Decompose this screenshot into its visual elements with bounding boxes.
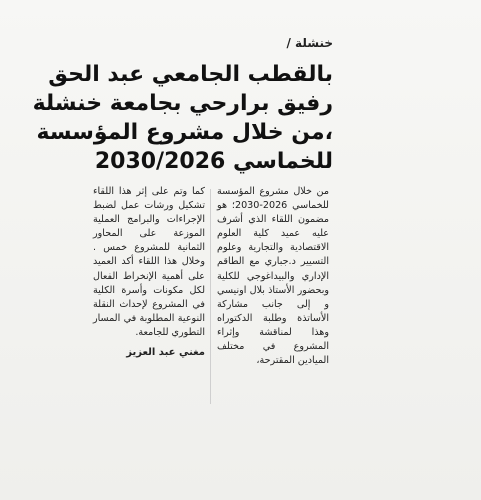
headline xyxy=(32,60,333,176)
article-body xyxy=(91,185,329,420)
article-column-left xyxy=(93,185,205,360)
article-column-right xyxy=(217,185,329,368)
headline-line-3: ،من خلال مشروع المؤسسة xyxy=(36,120,333,145)
headline-line-2: رفيق برارحي بجامعة خنشلة xyxy=(32,91,333,116)
headline-line-1: بالقطب الجامعي عبد الحق xyxy=(48,62,333,87)
author-byline: مغني عبد العزيز xyxy=(126,347,205,359)
article-paragraph-2: كما وتم على إثر هذا اللقاء تشكيل ورشات عمل لضبط الإجراءات والبرامج العملية الموزعة على المحاور الثمانية للمشروع خمس . وخلال هذا اللقاء أكد العميد على أهمية الإنخراط الفعال لكل مكونات وأسرة الكلية في المشروع لإحداث النقلة النوعية المطلوبة في المسار التطوري للجامعة. xyxy=(93,186,205,338)
article-paragraph-1: من خلال مشروع المؤسسة للخماسي 2026-2030؛ هو مضمون اللقاء الذي أشرف عليه عميد كلية العلوم الاقتصادية والتجارية وعلوم التسيير د.جباري مع الطاقم الإداري والبيداغوجي للكلية وبحضور الأستاذ بلال اونيسي و إلى جانب مشاركة الأساتذة وطلبة الدكتوراه وهذا لمناقشة وإثراء المشروع في مختلف الميادين المقترحة، xyxy=(217,186,329,367)
section-label: خنشلة / xyxy=(286,36,333,50)
headline-line-4: للخماسي 2030/2026 xyxy=(94,149,333,174)
column-divider xyxy=(210,189,211,404)
